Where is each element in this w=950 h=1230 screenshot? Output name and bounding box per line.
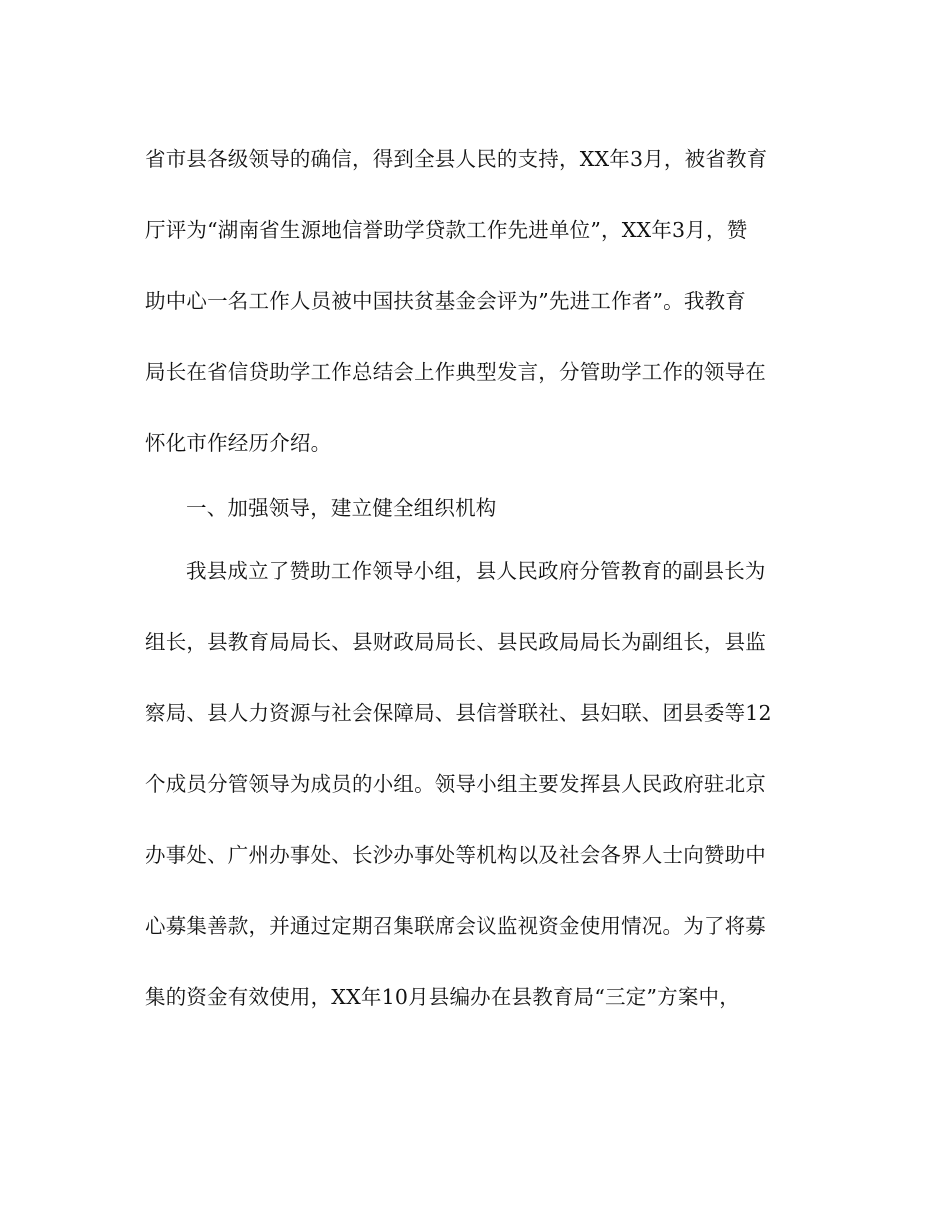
paragraph-line-7: 我县成立了赞助工作领导小组，县人民政府分管教育的副县长为: [186, 559, 766, 583]
paragraph-line-5: 怀化市作经历介绍。: [145, 431, 332, 455]
paragraph-line-13: 集的资金有效使用，XX年10月县编办在县教育局“三定”方案中，: [145, 985, 740, 1009]
paragraph-line-12: 心募集善款，并通过定期召集联席会议监视资金使用情况。为了将募: [145, 914, 766, 938]
paragraph-line-2: 厅评为“湖南省生源地信誉助学贷款工作先进单位”，XX年3月，赞: [145, 218, 748, 242]
paragraph-line-10: 个成员分管领导为成员的小组。领导小组主要发挥县人民政府驻北京: [145, 772, 766, 796]
paragraph-line-1: 省市县各级领导的确信，得到全县人民的支持，XX年3月，被省教育: [145, 147, 768, 171]
paragraph-line-4: 局长在省信贷助学工作总结会上作典型发言，分管助学工作的领导在: [145, 360, 766, 384]
paragraph-line-11: 办事处、广州办事处、长沙办事处等机构以及社会各界人士向赞助中: [145, 843, 766, 867]
paragraph-line-3: 助中心一名工作人员被中国扶贫基金会评为”先进工作者”。我教育: [145, 289, 746, 313]
paragraph-line-9: 察局、县人力资源与社会保障局、县信誉联社、县妇联、团县委等12: [145, 701, 772, 725]
paragraph-line-8: 组长，县教育局局长、县财政局局长、县民政局局长为副组长，县监: [145, 630, 766, 654]
section-heading: 一、加强领导，建立健全组织机构: [186, 496, 497, 520]
